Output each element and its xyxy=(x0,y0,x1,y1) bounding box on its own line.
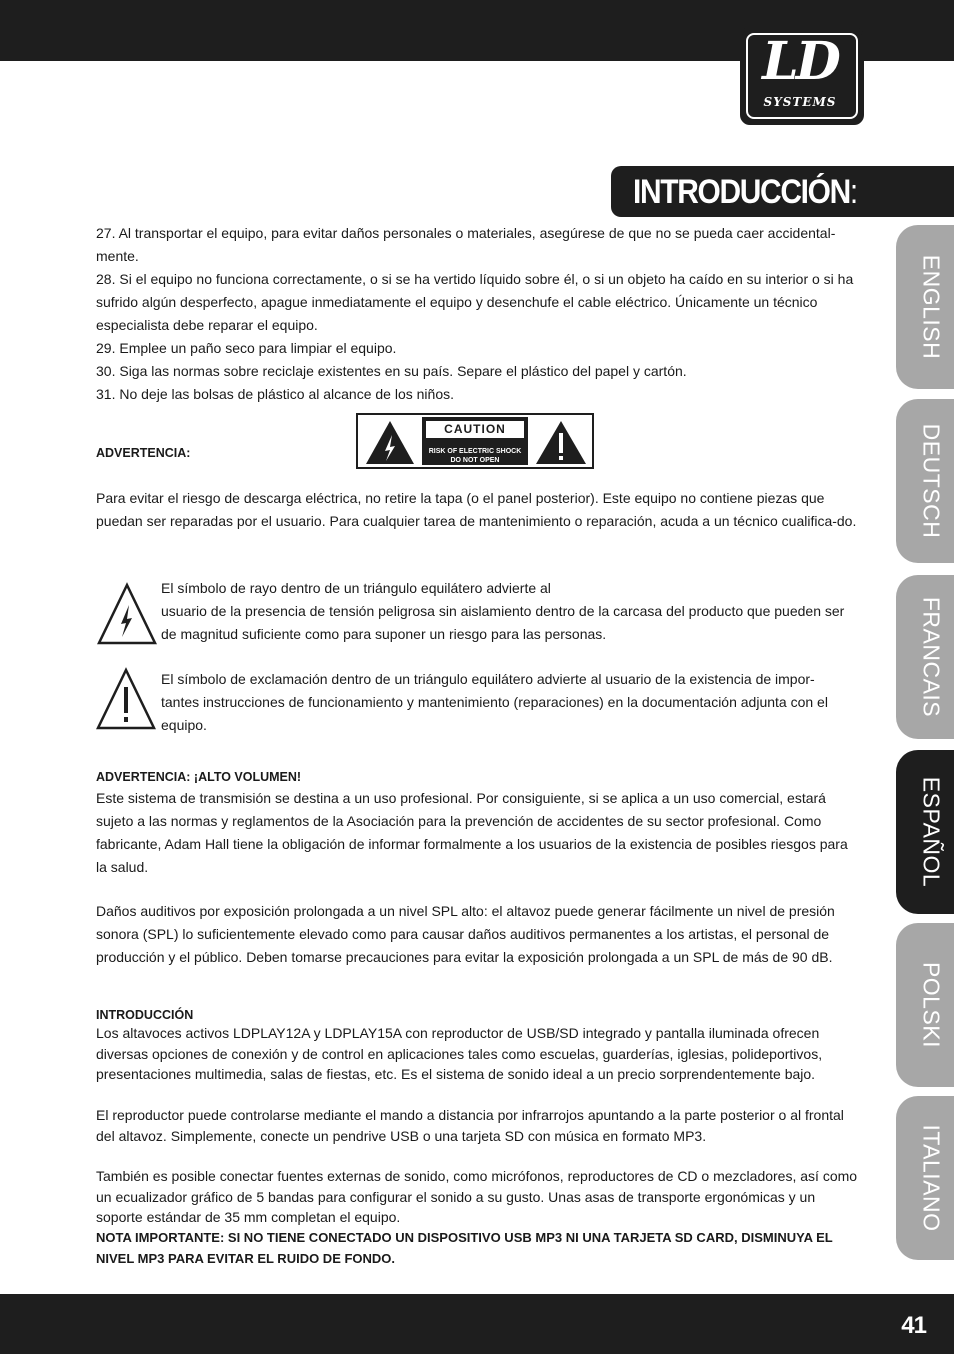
exclamation-triangle-icon xyxy=(534,418,588,466)
tab-polski[interactable] xyxy=(896,923,954,1087)
page-title-text: INTRODUCCIÓN xyxy=(633,173,850,211)
important-note: NOTA IMPORTANTE: SI NO TIENE CONECTADO UN DISPOSITIVO USB MP3 NI UNA TARJETA SD CARD, DISMINUYA EL NIVEL MP3 PARA EVITAR EL RUIDO DE FONDO. xyxy=(96,1230,833,1266)
caution-title: CAUTION xyxy=(426,421,524,438)
exclamation-explanation: El símbolo de exclamación dentro de un triángulo equilátero advierte al usuario de la existencia de impor-tantes instrucciones de funcionamiento y mantenimiento (reparaciones) en la documentación adjunta con el equipo. xyxy=(161,671,828,733)
ld-systems-logo xyxy=(740,27,864,125)
tab-espanol[interactable] xyxy=(896,750,954,914)
safety-list xyxy=(96,222,858,406)
page-title-colon: : xyxy=(849,173,857,211)
lightning-explanation xyxy=(161,577,861,646)
lightning-line-2: usuario de la presencia de tensión peligrosa sin aislamiento dentro de la carcasa del producto que pueden ser de magnitud suficiente como para suponer un riesgo para las personas. xyxy=(161,603,845,642)
page-title-banner xyxy=(611,166,954,217)
volume-heading: ADVERTENCIA: ¡ALTO VOLUMEN! xyxy=(96,770,302,784)
tab-deutsch[interactable] xyxy=(896,399,954,563)
tab-english[interactable] xyxy=(896,225,954,389)
list-item: 30. Siga las normas sobre reciclaje existentes en su país. Separe el plástico del papel y cartón. xyxy=(96,363,687,379)
intro-heading: INTRODUCCIÓN xyxy=(96,1008,194,1022)
lightning-line-1: El símbolo de rayo dentro de un triángulo equilátero advierte al xyxy=(161,580,551,596)
caution-label xyxy=(356,413,594,469)
bottom-bar xyxy=(0,1294,954,1354)
caution-line-2: DO NOT OPEN xyxy=(450,457,500,464)
exclamation-triangle-icon xyxy=(95,667,157,731)
logo-subtitle: SYSTEMS xyxy=(763,95,837,109)
warning-heading: ADVERTENCIA: xyxy=(96,446,191,460)
tab-polski-label: POLSKI xyxy=(918,961,945,1049)
remote-text: El reproductor puede controlarse mediante el mando a distancia por infrarrojos apuntando a la parte posterior o al frontal del altavoz. Simplemente, conecte un pendrive USB o una tarjeta SD con música en formato MP3. xyxy=(96,1107,844,1144)
tab-francais-label: FRANCAIS xyxy=(918,596,945,718)
page-title xyxy=(633,172,857,212)
list-item: 29. Emplee un paño seco para limpiar el equipo. xyxy=(96,340,397,356)
tab-francais[interactable] xyxy=(896,575,954,739)
external-text: También es posible conectar fuentes externas de sonido, como micrófonos, reproductores de CD o mezcladores, así como un ecualizador gráfico de 5 bandas para configurar el sonido a su gusto. Unas asas de transporte ergonómicas y un soporte estándar de 35 mm completan el equipo. xyxy=(96,1168,858,1225)
tab-deutsch-label: DEUTSCH xyxy=(918,423,945,539)
tab-english-label: ENGLISH xyxy=(918,254,945,360)
volume-text: Este sistema de transmisión se destina a un uso profesional. Por consiguiente, si se aplica a un uso comercial, estará sujeto a las normas y reglamentos de la Asociación para la prevención de accidentes de su sector profesional. Como fabricante, Adam Hall tiene la obligación de informar formalmente a los usuarios de la existencia de posibles riesgos para la salud. xyxy=(96,790,848,875)
tab-espanol-label: ESPAÑOL xyxy=(918,776,945,888)
tab-italiano-label: ITALIANO xyxy=(918,1124,945,1232)
caution-line-1: RISK OF ELECTRIC SHOCK xyxy=(428,448,522,455)
list-item: 31. No deje las bolsas de plástico al alcance de los niños. xyxy=(96,386,454,402)
caution-subtext xyxy=(422,447,528,465)
page-number: 41 xyxy=(901,1312,926,1339)
logo-mark: LD xyxy=(762,31,838,92)
list-item: 28. Si el equipo no funciona correctamente, o si se ha vertido líquido sobre él, o si un objeto ha caído en su interior o si ha sufrido algún desperfecto, apague inmediatamente el equipo y desenchufe el cable eléctrico. Únicamente un técnico especialista debe reparar el equipo. xyxy=(96,271,854,333)
spl-text: Daños auditivos por exposición prolongada a un nivel SPL alto: el altavoz puede generar fácilmente un nivel de presión sonora (SPL) lo suficientemente elevado como para causar daños auditivos permanentes a los artistas, el personal de producción y el público. Deben tomarse precauciones para evitar la exposición prolongada a un SPL de más de 90 dB. xyxy=(96,903,835,965)
intro-text: Los altavoces activos LDPLAY12A y LDPLAY15A con reproductor de USB/SD integrado y pantalla iluminada ofrecen diversas opciones de conexión y de control en aplicaciones tales como escuelas, guarderías, iglesias, polideportivos, presentaciones multimedia, salas de fiestas, etc. Es el sistema de sonido ideal a un precio sorprendentemente bajo. xyxy=(96,1025,823,1082)
lightning-triangle-icon xyxy=(364,418,416,466)
tab-italiano[interactable] xyxy=(896,1096,954,1260)
caution-center-panel xyxy=(422,417,528,465)
warning-text: Para evitar el riesgo de descarga eléctrica, no retire la tapa (o el panel posterior). Este equipo no contiene piezas que puedan ser reparadas por el usuario. Para cualquier tarea de mantenimiento o reparación, acuda a un técnico cualifica-do. xyxy=(96,490,857,529)
lightning-triangle-icon xyxy=(96,582,158,646)
list-item: 27. Al transportar el equipo, para evitar daños personales o materiales, asegúrese de que no se pueda caer accidental-mente. xyxy=(96,225,836,264)
